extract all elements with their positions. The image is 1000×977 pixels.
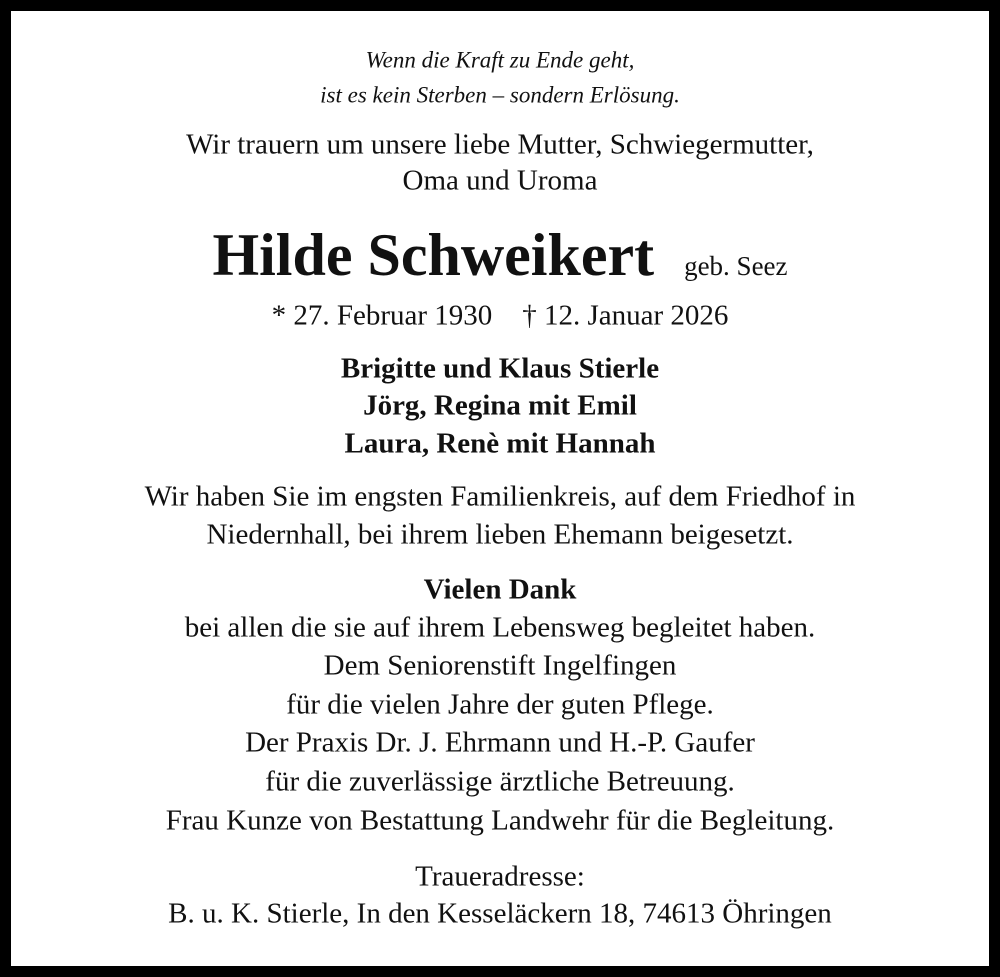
burial-line: Niedernhall, bei ihrem lieben Ehemann beigesetzt. — [206, 518, 794, 551]
thanks-line: Dem Seniorenstift Ingelfingen — [323, 649, 677, 682]
thanks-line: Der Praxis Dr. J. Ehrmann und H.-P. Gaufer — [245, 726, 755, 759]
motto-line: Wenn die Kraft zu Ende geht, — [365, 47, 635, 73]
thanks-line: für die zuverlässige ärztliche Betreuung. — [265, 765, 735, 798]
birth-date: * 27. Februar 1930 — [271, 299, 493, 332]
deceased-name-line — [0, 222, 1000, 288]
burial-line: Wir haben Sie im engsten Familienkreis, auf dem Friedhof in — [144, 480, 856, 513]
mourner-line: Brigitte und Klaus Stierle — [340, 352, 660, 385]
birth-name: geb. Seez — [684, 251, 788, 281]
thanks-line: bei allen die sie auf ihrem Lebensweg begleitet haben. — [184, 611, 816, 644]
death-date: † 12. Januar 2026 — [522, 299, 729, 332]
mourner-line: Laura, Renè mit Hannah — [344, 427, 656, 460]
motto-line: ist es kein Sterben – sondern Erlösung. — [320, 82, 680, 108]
intro-line: Oma und Uroma — [402, 164, 598, 197]
thanks-line: für die vielen Jahre der guten Pflege. — [286, 688, 714, 721]
deceased-name: Hilde Schweikert — [212, 222, 655, 288]
mourner-line: Jörg, Regina mit Emil — [363, 389, 637, 422]
life-dates — [0, 299, 1000, 332]
thanks-heading: Vielen Dank — [423, 573, 577, 606]
thanks-line: Frau Kunze von Bestattung Landwehr für die Begleitung. — [165, 804, 835, 837]
address-label: Traueradresse: — [415, 860, 585, 893]
address-value: B. u. K. Stierle, In den Kesseläckern 18, 74613 Öhringen — [168, 897, 832, 930]
intro-line: Wir trauern um unsere liebe Mutter, Schwiegermutter, — [186, 128, 814, 161]
